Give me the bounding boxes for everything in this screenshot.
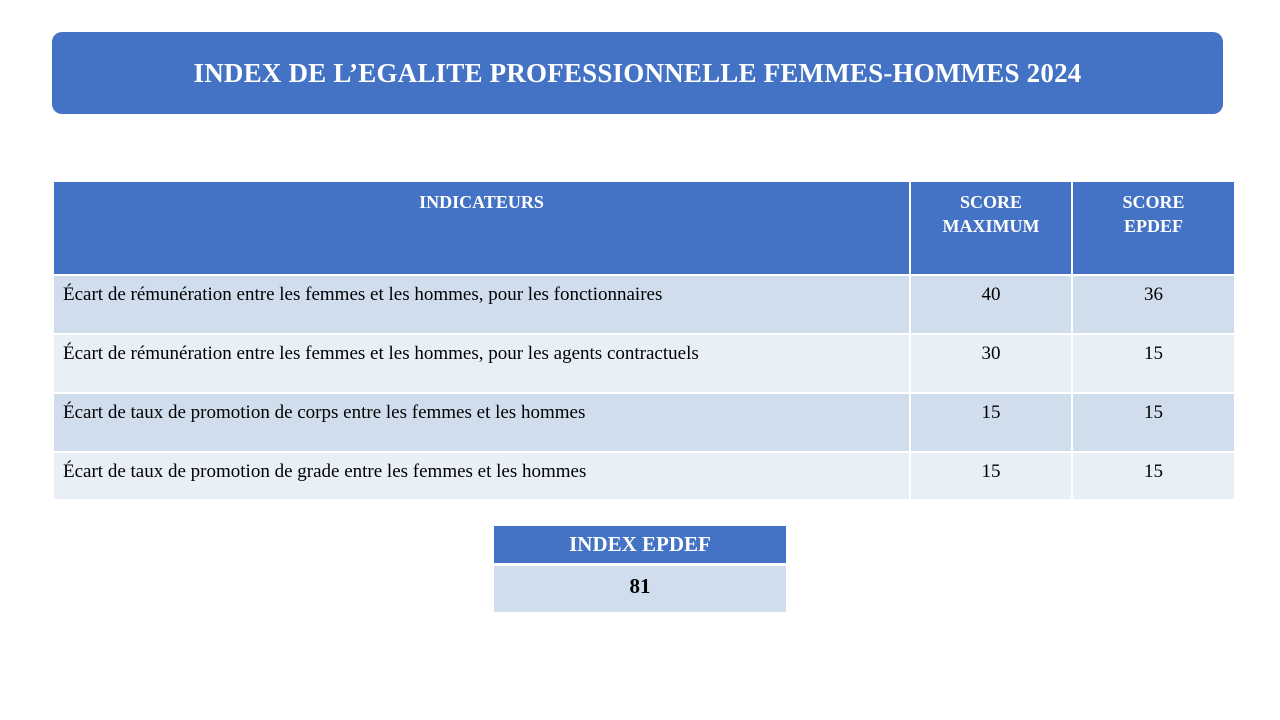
page-title: INDEX DE L’EGALITE PROFESSIONNELLE FEMMES-HOMMES 2024 <box>193 57 1082 88</box>
row-label: Écart de rémunération entre les femmes et les hommes, pour les fonctionnaires <box>53 275 910 334</box>
row-label: Écart de rémunération entre les femmes et les hommes, pour les agents contractuels <box>53 334 910 393</box>
row-score-maximum: 15 <box>910 452 1072 500</box>
row-score-epdef: 15 <box>1072 334 1235 393</box>
title-banner <box>52 32 1223 114</box>
row-score-maximum: 15 <box>910 393 1072 452</box>
row-label: Écart de taux de promotion de corps entre les femmes et les hommes <box>53 393 910 452</box>
table-row <box>53 334 1235 393</box>
row-score-maximum: 30 <box>910 334 1072 393</box>
table-row <box>53 452 1235 500</box>
header-score-epdef <box>1072 181 1235 275</box>
row-score-maximum: 40 <box>910 275 1072 334</box>
index-epdef-box <box>494 526 786 612</box>
table-row <box>53 393 1235 452</box>
row-score-epdef: 15 <box>1072 393 1235 452</box>
header-score-maximum-line1: SCORE <box>959 192 1022 212</box>
indicators-table <box>52 180 1236 501</box>
header-score-epdef-line1: SCORE <box>1122 192 1185 212</box>
header-indicators <box>53 181 910 275</box>
header-score-maximum-line2: MAXIMUM <box>942 216 1040 236</box>
row-label: Écart de taux de promotion de grade entre les femmes et les hommes <box>53 452 910 500</box>
table-row <box>53 275 1235 334</box>
header-score-epdef-line2: EPDEF <box>1123 216 1183 236</box>
index-epdef-value: 81 <box>494 566 786 612</box>
header-score-maximum <box>910 181 1072 275</box>
row-score-epdef: 15 <box>1072 452 1235 500</box>
table-header-row <box>53 181 1235 275</box>
header-indicators-label: INDICATEURS <box>419 192 544 212</box>
index-epdef-label: INDEX EPDEF <box>494 526 786 563</box>
row-score-epdef: 36 <box>1072 275 1235 334</box>
